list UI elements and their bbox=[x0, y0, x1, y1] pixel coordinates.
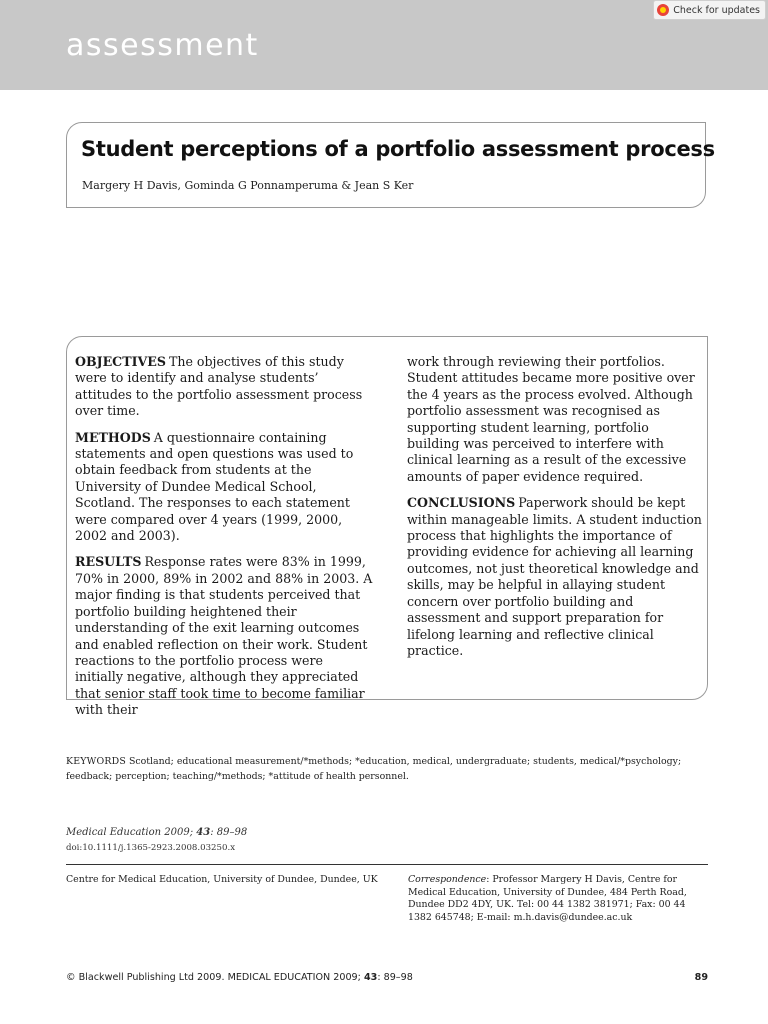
section-label: assessment bbox=[66, 28, 259, 63]
citation-journal: Medical Education 2009; bbox=[66, 827, 194, 838]
abstract-results bbox=[75, 554, 373, 718]
citation-volume: 43 bbox=[196, 827, 211, 838]
objectives-heading: OBJECTIVES bbox=[75, 354, 166, 369]
methods-heading: METHODS bbox=[75, 429, 151, 445]
objectives-text: The objectives of this study were to identify and analyse students’ attitudes to the portfolio assessment process over time. bbox=[75, 354, 363, 419]
conclusions-text: Paperwork should be kept within manageable limits. A student induction process that highlights the importance of providing evidence for achieving all learning outcomes, not just theoretical knowledge and skills, may be helpful in allaying student concern over portfolio building and assessment and support preparation for lifelong learning and reflective clinical practice. bbox=[407, 495, 702, 658]
citation-pages: : 89–98 bbox=[210, 827, 248, 838]
abstract-conclusions bbox=[407, 495, 705, 659]
correspondence-label: Correspondence bbox=[408, 874, 487, 885]
paper-title: Student perceptions of a portfolio assessment process bbox=[81, 137, 715, 161]
divider bbox=[66, 864, 708, 865]
abstract-left-column bbox=[75, 354, 373, 729]
footer-volume: 43 bbox=[363, 972, 378, 983]
footer-pages: : 89–98 bbox=[377, 972, 413, 983]
check-for-updates-button[interactable] bbox=[653, 0, 766, 20]
journal-citation bbox=[66, 827, 247, 838]
conclusions-heading: CONCLUSIONS bbox=[407, 495, 516, 511]
doi-link[interactable]: doi:10.1111/j.1365-2923.2008.03250.x bbox=[66, 843, 236, 853]
results-text: Response rates were 83% in 1999, 70% in 2000, 89% in 2002 and 88% in 2003. A major finding is that students perceived that portfolio building heightened their understanding of the exit learning outcomes and enabled reflection on their work. Student reactions to the portfolio process were initially negative, although they appreciated that senior staff took time to become familiar with their bbox=[75, 554, 373, 718]
results-continuation: work through reviewing their portfolios. Student attitudes became more positive over the 4 years as the process evolved. Although portfolio assessment was recognised as supporting student learning, portfolio building was perceived to interfere with clinical learning as a result of the excessive amounts of paper evidence required. bbox=[407, 354, 695, 484]
abstract-methods bbox=[75, 430, 373, 545]
abstract-box bbox=[66, 336, 708, 718]
keywords-text: Scotland; educational measurement/*methods; *education, medical, undergraduate; students, medical/*psychology; feedback; perception; teaching/*methods; *attitude of health personnel. bbox=[66, 756, 682, 782]
check-for-updates-label: Check for updates bbox=[673, 4, 760, 16]
methods-text: A questionnaire containing statements and open questions was used to obtain feedback from students at the University of Dundee Medical School, Scotland. The responses to each statement were compared over 4 years (1999, 2000, 2002 and 2003). bbox=[75, 429, 354, 544]
correspondence bbox=[408, 874, 708, 924]
results-heading: RESULTS bbox=[75, 554, 142, 570]
keywords-label: KEYWORDS bbox=[66, 756, 126, 767]
author-list: Margery H Davis, Gominda G Ponnamperuma & Jean S Ker bbox=[82, 179, 414, 192]
footer-copyright-text: © Blackwell Publishing Ltd 2009. MEDICAL EDUCATION 2009; bbox=[66, 972, 361, 983]
page-number: 89 bbox=[694, 972, 708, 983]
footer-copyright bbox=[66, 972, 413, 983]
abstract-right-column bbox=[407, 354, 705, 669]
crossmark-icon bbox=[657, 4, 669, 16]
keywords bbox=[66, 755, 708, 784]
abstract-objectives bbox=[75, 354, 373, 420]
affiliation: Centre for Medical Education, University of Dundee, Dundee, UK bbox=[66, 874, 378, 885]
correspondence-text: : Professor Margery H Davis, Centre for Medical Education, University of Dundee, 484 Perth Road, Dundee DD2 4DY, UK. Tel: 00 44 1382 381971; Fax: 00 44 1382 645748; E-mail: m.h.davis@dundee.ac.uk bbox=[408, 874, 687, 923]
title-box bbox=[66, 122, 715, 208]
